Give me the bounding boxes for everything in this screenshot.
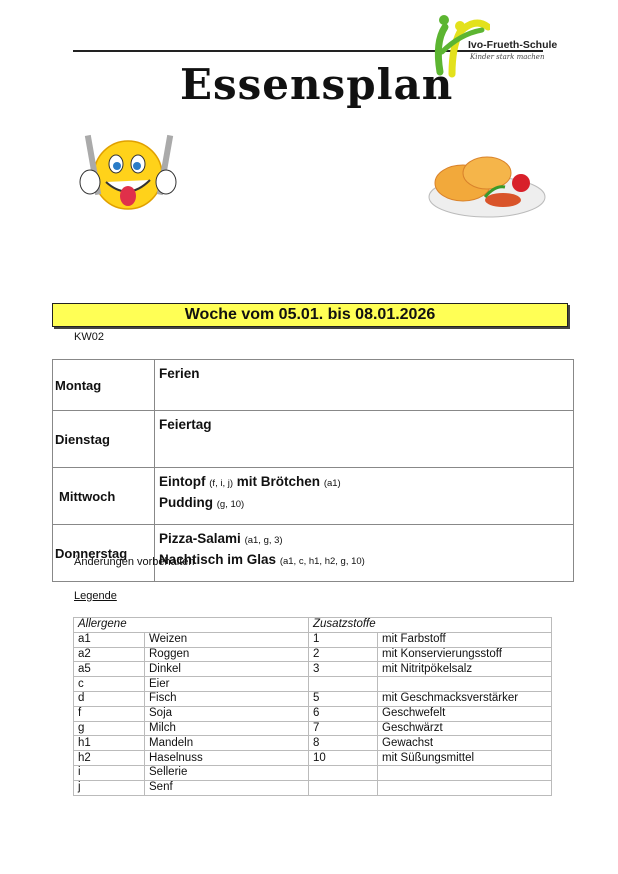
additive-code: 8 [309,736,378,751]
day-label: Montag [53,360,155,411]
legend-row [74,706,552,721]
legend-row [74,736,552,751]
additive-name [378,677,552,692]
calendar-week: KW02 [74,331,104,343]
additive-name [378,765,552,780]
menu-table [52,359,574,582]
additive-code: 2 [309,647,378,662]
dish-name: Ferien [159,366,200,381]
additive-code [309,765,378,780]
week-banner: Woche vom 05.01. bis 08.01.2026 [52,303,568,327]
additive-code: 5 [309,691,378,706]
dish-cell [155,411,574,468]
hungry-smiley-icon [70,130,185,220]
dish-codes: (g, 10) [216,499,245,510]
legend-table [73,617,552,796]
dish-name: Pudding [159,495,213,510]
additive-code: 6 [309,706,378,721]
additive-name [378,780,552,795]
allergen-code: a5 [74,662,145,677]
allergen-name: Eier [145,677,309,692]
additive-code: 1 [309,632,378,647]
additive-name: mit Nitritpökelsalz [378,662,552,677]
table-row [53,360,574,411]
allergen-code: g [74,721,145,736]
additive-code: 7 [309,721,378,736]
table-row [53,468,574,525]
allergen-name: Roggen [145,647,309,662]
legend-row [74,647,552,662]
allergen-code: a2 [74,647,145,662]
dish-name: Feiertag [159,417,212,432]
legend-row [74,765,552,780]
dish-codes: (f, i, j) [209,478,234,489]
allergen-name: Haselnuss [145,751,309,766]
additive-name: mit Geschmacksverstärker [378,691,552,706]
dish-cell [155,360,574,411]
legend-row [74,677,552,692]
legend-row [74,751,552,766]
legend-row [74,662,552,677]
school-name: Ivo-Frueth-Schule [468,39,558,51]
day-label: Donnerstag [53,525,155,582]
school-slogan: Kinder stark machen [470,53,545,61]
day-label: Mittwoch [53,468,155,525]
dish-cell [155,468,574,525]
allergen-name: Fisch [145,691,309,706]
additive-code: 10 [309,751,378,766]
dish-codes: (a1) [323,478,341,489]
allergen-code: f [74,706,145,721]
table-row [53,411,574,468]
legend-row [74,721,552,736]
additive-name: Geschwefelt [378,706,552,721]
additive-name: mit Farbstoff [378,632,552,647]
dish-name: Eintopf [159,474,206,489]
dish-name: Pizza-Salami [159,531,241,546]
dish-codes: (a1, c, h1, h2, g, 10) [279,556,365,567]
legend-row [74,632,552,647]
additive-code: 3 [309,662,378,677]
dish-codes: (a1, g, 3) [244,535,283,546]
allergen-name: Mandeln [145,736,309,751]
changes-note: Änderungen vorbehalten [74,556,195,568]
allergen-code: j [74,780,145,795]
allergen-name: Senf [145,780,309,795]
allergen-code: h2 [74,751,145,766]
dish-cell [155,525,574,582]
allergen-name: Sellerie [145,765,309,780]
allergen-code: i [74,765,145,780]
additives-header: Zusatzstoffe [309,618,552,633]
legend-title: Legende [74,590,117,602]
allergen-name: Milch [145,721,309,736]
allergen-name: Soja [145,706,309,721]
allergen-code: c [74,677,145,692]
allergen-code: a1 [74,632,145,647]
additive-name: Geschwärzt [378,721,552,736]
allergens-header: Allergene [74,618,309,633]
table-row [53,525,574,582]
page-title: Essensplan [180,60,454,109]
additive-code [309,677,378,692]
additive-name: mit Süßungsmittel [378,751,552,766]
allergen-name: Weizen [145,632,309,647]
dish-name: Nachtisch im Glas [159,552,277,567]
food-plate-icon [425,145,550,225]
additive-name: Gewachst [378,736,552,751]
additive-code [309,780,378,795]
legend-row [74,780,552,795]
allergen-code: d [74,691,145,706]
dish-name: mit Brötchen [236,474,321,489]
legend-header-row [74,618,552,633]
allergen-name: Dinkel [145,662,309,677]
allergen-code: h1 [74,736,145,751]
additive-name: mit Konservierungsstoff [378,647,552,662]
day-label: Dienstag [53,411,155,468]
legend-row [74,691,552,706]
